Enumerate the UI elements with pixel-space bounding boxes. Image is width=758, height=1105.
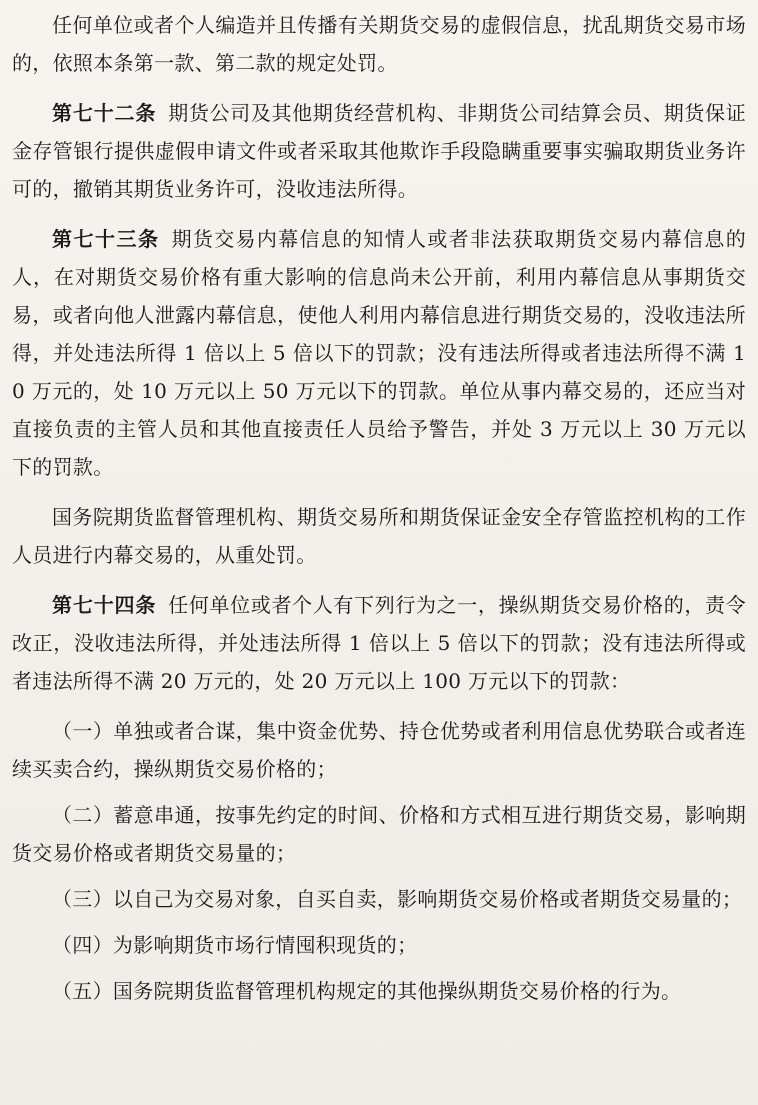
- article-number: 第七十三条: [52, 227, 160, 251]
- list-item-text: （四）为影响期货市场行情囤积现货的；: [52, 933, 418, 957]
- list-item-text: （二）蓄意串通，按事先约定的时间、价格和方式相互进行期货交易，影响期货交易价格或者期货交易量的；: [12, 803, 746, 865]
- paragraph-staff-insider-trading: [12, 498, 746, 574]
- list-item-text: （一）单独或者合谋，集中资金优势、持仓优势或者利用信息优势联合或者连续买卖合约，操纵期货交易价格的；: [12, 719, 746, 781]
- article-number: 第七十二条: [52, 101, 157, 125]
- paragraph-text: 期货交易内幕信息的知情人或者非法获取期货交易内幕信息的人，在对期货交易价格有重大影响的信息尚未公开前，利用内幕信息从事期货交易，或者向他人泄露内幕信息，使他人利用内幕信息进行期货交易的，没收违法所得，并处违法所得 1 倍以上 5 倍以下的罚款；没有违法所得或者违法所得不满 10 万元的，处 10 万元以上 50 万元以下的罚款。单位从事内幕交易的，还应当对直接负责的主管人员和其他直接责任人员给予警告，并处 3 万元以上 30 万元以下的罚款。: [12, 227, 747, 479]
- list-item-text: （五）国务院期货监督管理机构规定的其他操纵期货交易价格的行为。: [52, 979, 682, 1003]
- article-72: [12, 94, 746, 208]
- article-number: 第七十四条: [52, 593, 157, 617]
- paragraph-false-information: [12, 6, 746, 82]
- paragraph-text: 任何单位或者个人编造并且传播有关期货交易的虚假信息，扰乱期货交易市场的，依照本条第一款、第二款的规定处罚。: [12, 13, 746, 75]
- list-item: [12, 926, 746, 964]
- list-item-text: （三）以自己为交易对象，自买自卖，影响期货交易价格或者期货交易量的；: [52, 887, 743, 911]
- list-item: [12, 712, 746, 788]
- list-item: [12, 880, 746, 918]
- article-74: [12, 586, 746, 700]
- paragraph-text: 任何单位或者个人有下列行为之一，操纵期货交易价格的，责令改正，没收违法所得，并处违法所得 1 倍以上 5 倍以下的罚款；没有违法所得或者违法所得不满 20 万元的，处 20 万元以上 100 万元以下的罚款：: [12, 593, 746, 693]
- paragraph-text: 期货公司及其他期货经营机构、非期货公司结算会员、期货保证金存管银行提供虚假申请文件或者采取其他欺诈手段隐瞒重要事实骗取期货业务许可的，撤销其期货业务许可，没收违法所得。: [12, 101, 746, 201]
- list-item: [12, 796, 746, 872]
- paragraph-text: 国务院期货监督管理机构、期货交易所和期货保证金安全存管监控机构的工作人员进行内幕交易的，从重处罚。: [12, 505, 746, 567]
- list-item: [12, 972, 746, 1010]
- article-73: [12, 220, 746, 486]
